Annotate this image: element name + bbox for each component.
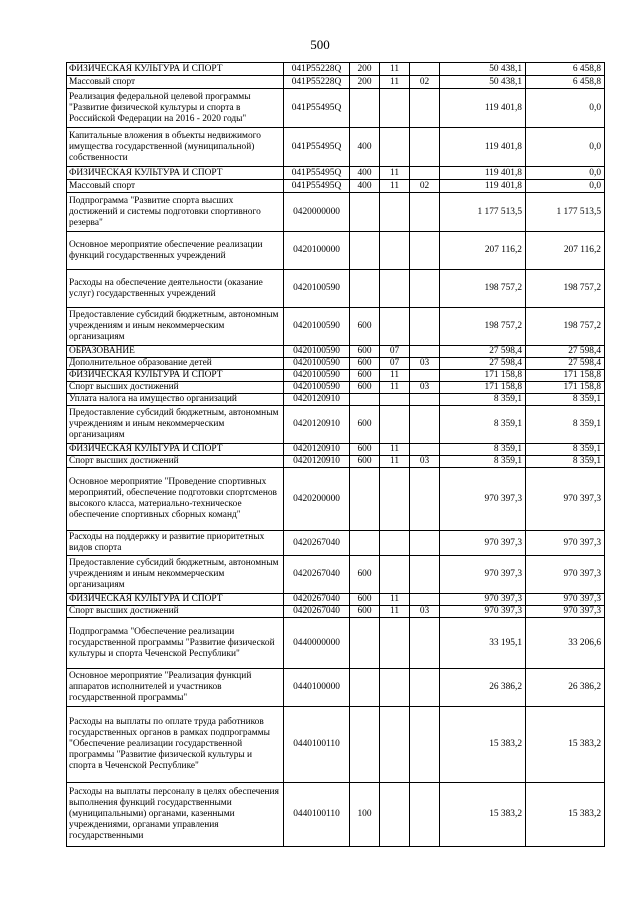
row-code: 0420267040 [284, 594, 350, 606]
row-amount-1: 8 359,1 [440, 406, 526, 444]
row-expense-type: 600 [350, 370, 380, 382]
row-amount-1: 171 158,8 [440, 382, 526, 394]
row-code: 0420100000 [284, 232, 350, 270]
row-name: Основное мероприятие обеспечение реализации функций государственных учреждений [67, 232, 284, 270]
page-number: 500 [310, 37, 330, 52]
table-row [67, 406, 605, 444]
row-code: 041P55495Q [284, 167, 350, 180]
row-amount-2: 970 397,3 [526, 594, 605, 606]
row-code: 041P55495Q [284, 180, 350, 193]
row-section: 11 [380, 594, 410, 606]
row-expense-type [350, 531, 380, 556]
row-name: ФИЗИЧЕСКАЯ КУЛЬТУРА И СПОРТ [67, 594, 284, 606]
row-name: ФИЗИЧЕСКАЯ КУЛЬТУРА И СПОРТ [67, 370, 284, 382]
row-code: 0420100590 [284, 382, 350, 394]
table-row [67, 167, 605, 180]
row-amount-1: 970 397,3 [440, 531, 526, 556]
row-subsection: 03 [410, 382, 440, 394]
row-section [380, 232, 410, 270]
row-code: 0440000000 [284, 618, 350, 669]
row-expense-type [350, 468, 380, 531]
row-code: 041P55495Q [284, 89, 350, 128]
row-section [380, 556, 410, 594]
row-subsection [410, 270, 440, 308]
row-name: Реализация федеральной целевой программы "Развитие физической культуры и спорта в Российской Федерации на 2016 - 2020 годы" [67, 89, 284, 128]
row-subsection [410, 406, 440, 444]
row-subsection: 03 [410, 456, 440, 468]
row-amount-1: 198 757,2 [440, 308, 526, 346]
row-section: 11 [380, 167, 410, 180]
row-name: ОБРАЗОВАНИЕ [67, 346, 284, 358]
row-amount-2: 6 458,8 [526, 76, 605, 89]
row-expense-type: 600 [350, 606, 380, 618]
row-name: Основное мероприятие "Реализация функций аппаратов исполнителей и участников государственной программы" [67, 669, 284, 707]
row-subsection [410, 193, 440, 232]
row-code: 0420000000 [284, 193, 350, 232]
row-subsection [410, 707, 440, 783]
row-expense-type: 200 [350, 63, 380, 76]
row-subsection [410, 232, 440, 270]
row-section: 11 [380, 444, 410, 456]
row-amount-2: 0,0 [526, 180, 605, 193]
row-amount-1: 50 438,1 [440, 63, 526, 76]
table-row [67, 468, 605, 531]
row-expense-type: 600 [350, 382, 380, 394]
row-subsection [410, 556, 440, 594]
row-amount-1: 198 757,2 [440, 270, 526, 308]
row-expense-type [350, 270, 380, 308]
row-section [380, 531, 410, 556]
row-name: ФИЗИЧЕСКАЯ КУЛЬТУРА И СПОРТ [67, 444, 284, 456]
row-expense-type: 600 [350, 346, 380, 358]
row-code: 0440100110 [284, 707, 350, 783]
row-section [380, 89, 410, 128]
table-row [67, 707, 605, 783]
row-amount-2: 1 177 513,5 [526, 193, 605, 232]
row-amount-2: 198 757,2 [526, 308, 605, 346]
row-subsection [410, 444, 440, 456]
row-amount-2: 8 359,1 [526, 394, 605, 406]
row-name: Спорт высших достижений [67, 382, 284, 394]
row-expense-type: 600 [350, 456, 380, 468]
row-amount-2: 171 158,8 [526, 370, 605, 382]
row-code: 041P55228Q [284, 63, 350, 76]
row-amount-2: 0,0 [526, 89, 605, 128]
row-expense-type: 600 [350, 308, 380, 346]
table-row [67, 76, 605, 89]
table-row [67, 89, 605, 128]
row-name: Расходы на выплаты персоналу в целях обеспечения выполнения функций государственными (муниципальными) органами, казенными учреждениями, органами управления государственными [67, 783, 284, 847]
row-section: 11 [380, 606, 410, 618]
row-subsection [410, 346, 440, 358]
row-code: 0420120910 [284, 406, 350, 444]
row-amount-2: 0,0 [526, 128, 605, 167]
row-section: 11 [380, 456, 410, 468]
row-amount-2: 171 158,8 [526, 382, 605, 394]
row-expense-type: 600 [350, 594, 380, 606]
table-row [67, 556, 605, 594]
row-amount-1: 50 438,1 [440, 76, 526, 89]
row-subsection [410, 594, 440, 606]
row-expense-type [350, 89, 380, 128]
row-expense-type [350, 193, 380, 232]
row-amount-2: 970 397,3 [526, 556, 605, 594]
row-expense-type: 100 [350, 783, 380, 847]
row-expense-type: 200 [350, 76, 380, 89]
row-name: Основное мероприятие "Проведение спортивных мероприятий, обеспечение подготовки спортсменов высокого класса, материально-техническое обеспечение спортивных сборных команд" [67, 468, 284, 531]
row-amount-2: 8 359,1 [526, 444, 605, 456]
table-row [67, 370, 605, 382]
row-amount-1: 970 397,3 [440, 594, 526, 606]
row-section [380, 394, 410, 406]
row-subsection [410, 394, 440, 406]
row-amount-1: 26 386,2 [440, 669, 526, 707]
table-row [67, 444, 605, 456]
row-code: 0420100590 [284, 370, 350, 382]
row-section: 11 [380, 382, 410, 394]
row-expense-type: 400 [350, 167, 380, 180]
row-amount-1: 119 401,8 [440, 167, 526, 180]
table-row [67, 382, 605, 394]
row-subsection [410, 618, 440, 669]
row-amount-2: 0,0 [526, 167, 605, 180]
row-name: Расходы на обеспечение деятельности (оказание услуг) государственных учреждений [67, 270, 284, 308]
row-name: Предоставление субсидий бюджетным, автономным учреждениям и иным некоммерческим организациям [67, 556, 284, 594]
row-subsection: 02 [410, 76, 440, 89]
table-row [67, 594, 605, 606]
table-row [67, 783, 605, 847]
table-row [67, 456, 605, 468]
table-row [67, 63, 605, 76]
row-section [380, 783, 410, 847]
row-section [380, 669, 410, 707]
row-subsection [410, 531, 440, 556]
row-amount-2: 33 206,6 [526, 618, 605, 669]
row-name: Расходы на поддержку и развитие приоритетных видов спорта [67, 531, 284, 556]
row-code: 0420120910 [284, 394, 350, 406]
row-amount-1: 27 598,4 [440, 358, 526, 370]
row-subsection [410, 370, 440, 382]
row-subsection [410, 783, 440, 847]
row-amount-1: 970 397,3 [440, 468, 526, 531]
row-subsection [410, 63, 440, 76]
row-section [380, 707, 410, 783]
row-code: 0420100590 [284, 346, 350, 358]
row-amount-2: 207 116,2 [526, 232, 605, 270]
row-name: Предоставление субсидий бюджетным, автономным учреждениям и иным некоммерческим организациям [67, 308, 284, 346]
row-amount-1: 15 383,2 [440, 707, 526, 783]
table-row [67, 669, 605, 707]
row-name: Расходы на выплаты по оплате труда работников государственных органов в рамках подпрограммы "Обеспечение реализации государственной программы "Развитие физической культуры и спорта в Чеченской Республике" [67, 707, 284, 783]
row-section: 11 [380, 180, 410, 193]
row-name: Уплата налога на имущество организаций [67, 394, 284, 406]
row-section [380, 128, 410, 167]
row-amount-1: 33 195,1 [440, 618, 526, 669]
row-section [380, 406, 410, 444]
row-amount-2: 8 359,1 [526, 406, 605, 444]
row-expense-type: 600 [350, 358, 380, 370]
row-section: 11 [380, 76, 410, 89]
row-amount-2: 27 598,4 [526, 358, 605, 370]
row-section: 07 [380, 346, 410, 358]
row-name: Спорт высших достижений [67, 606, 284, 618]
row-code: 0420267040 [284, 531, 350, 556]
row-section [380, 270, 410, 308]
row-amount-1: 15 383,2 [440, 783, 526, 847]
row-amount-2: 8 359,1 [526, 456, 605, 468]
row-amount-1: 8 359,1 [440, 394, 526, 406]
table-row [67, 531, 605, 556]
row-amount-1: 8 359,1 [440, 444, 526, 456]
row-code: 0420267040 [284, 606, 350, 618]
row-expense-type: 600 [350, 556, 380, 594]
row-amount-1: 27 598,4 [440, 346, 526, 358]
row-amount-2: 26 386,2 [526, 669, 605, 707]
row-subsection [410, 89, 440, 128]
row-expense-type [350, 232, 380, 270]
table-row [67, 308, 605, 346]
row-name: Подпрограмма "Развитие спорта высших достижений и системы подготовки спортивного резерва" [67, 193, 284, 232]
row-amount-1: 970 397,3 [440, 556, 526, 594]
table-row [67, 606, 605, 618]
row-code: 041P55495Q [284, 128, 350, 167]
row-amount-1: 119 401,8 [440, 180, 526, 193]
row-name: Подпрограмма "Обеспечение реализации государственной программы "Развитие физической культуры и спорта Чеченской Республики" [67, 618, 284, 669]
row-subsection [410, 167, 440, 180]
row-amount-2: 6 458,8 [526, 63, 605, 76]
table-row [67, 128, 605, 167]
row-code: 0420120910 [284, 456, 350, 468]
table-row [67, 232, 605, 270]
row-code: 0440100000 [284, 669, 350, 707]
row-section [380, 468, 410, 531]
row-amount-2: 15 383,2 [526, 783, 605, 847]
table-row [67, 270, 605, 308]
row-subsection [410, 468, 440, 531]
budget-table [66, 62, 605, 847]
row-subsection: 02 [410, 180, 440, 193]
row-amount-2: 970 397,3 [526, 606, 605, 618]
table-row [67, 358, 605, 370]
budget-table-body [67, 63, 605, 847]
row-expense-type [350, 618, 380, 669]
row-amount-1: 1 177 513,5 [440, 193, 526, 232]
row-name: Массовый спорт [67, 76, 284, 89]
row-amount-2: 27 598,4 [526, 346, 605, 358]
row-subsection: 03 [410, 358, 440, 370]
row-code: 0420200000 [284, 468, 350, 531]
row-section [380, 193, 410, 232]
row-code: 0420100590 [284, 270, 350, 308]
row-name: ФИЗИЧЕСКАЯ КУЛЬТУРА И СПОРТ [67, 167, 284, 180]
row-amount-1: 119 401,8 [440, 128, 526, 167]
row-section: 11 [380, 63, 410, 76]
row-amount-1: 207 116,2 [440, 232, 526, 270]
row-expense-type [350, 669, 380, 707]
row-subsection [410, 669, 440, 707]
row-code: 0420267040 [284, 556, 350, 594]
row-amount-2: 970 397,3 [526, 468, 605, 531]
row-expense-type [350, 394, 380, 406]
table-row [67, 618, 605, 669]
row-code: 0420120910 [284, 444, 350, 456]
row-name: Предоставление субсидий бюджетным, автономным учреждениям и иным некоммерческим организациям [67, 406, 284, 444]
row-code: 041P55228Q [284, 76, 350, 89]
row-amount-1: 119 401,8 [440, 89, 526, 128]
row-section: 07 [380, 358, 410, 370]
row-amount-1: 8 359,1 [440, 456, 526, 468]
row-amount-2: 198 757,2 [526, 270, 605, 308]
row-expense-type: 600 [350, 444, 380, 456]
row-name: Массовый спорт [67, 180, 284, 193]
row-section [380, 308, 410, 346]
row-expense-type: 400 [350, 128, 380, 167]
table-row [67, 346, 605, 358]
row-amount-1: 970 397,3 [440, 606, 526, 618]
table-row [67, 180, 605, 193]
row-expense-type [350, 707, 380, 783]
table-row [67, 193, 605, 232]
row-amount-1: 171 158,8 [440, 370, 526, 382]
row-name: Капитальные вложения в объекты недвижимого имущества государственной (муниципальной) собственности [67, 128, 284, 167]
row-amount-2: 15 383,2 [526, 707, 605, 783]
row-expense-type: 400 [350, 180, 380, 193]
row-amount-2: 970 397,3 [526, 531, 605, 556]
row-subsection [410, 128, 440, 167]
row-section [380, 618, 410, 669]
row-code: 0420100590 [284, 358, 350, 370]
row-code: 0440100110 [284, 783, 350, 847]
row-section: 11 [380, 370, 410, 382]
row-name: ФИЗИЧЕСКАЯ КУЛЬТУРА И СПОРТ [67, 63, 284, 76]
row-code: 0420100590 [284, 308, 350, 346]
row-expense-type: 600 [350, 406, 380, 444]
row-name: Спорт высших достижений [67, 456, 284, 468]
row-name: Дополнительное образование детей [67, 358, 284, 370]
table-row [67, 394, 605, 406]
row-subsection [410, 308, 440, 346]
row-subsection: 03 [410, 606, 440, 618]
